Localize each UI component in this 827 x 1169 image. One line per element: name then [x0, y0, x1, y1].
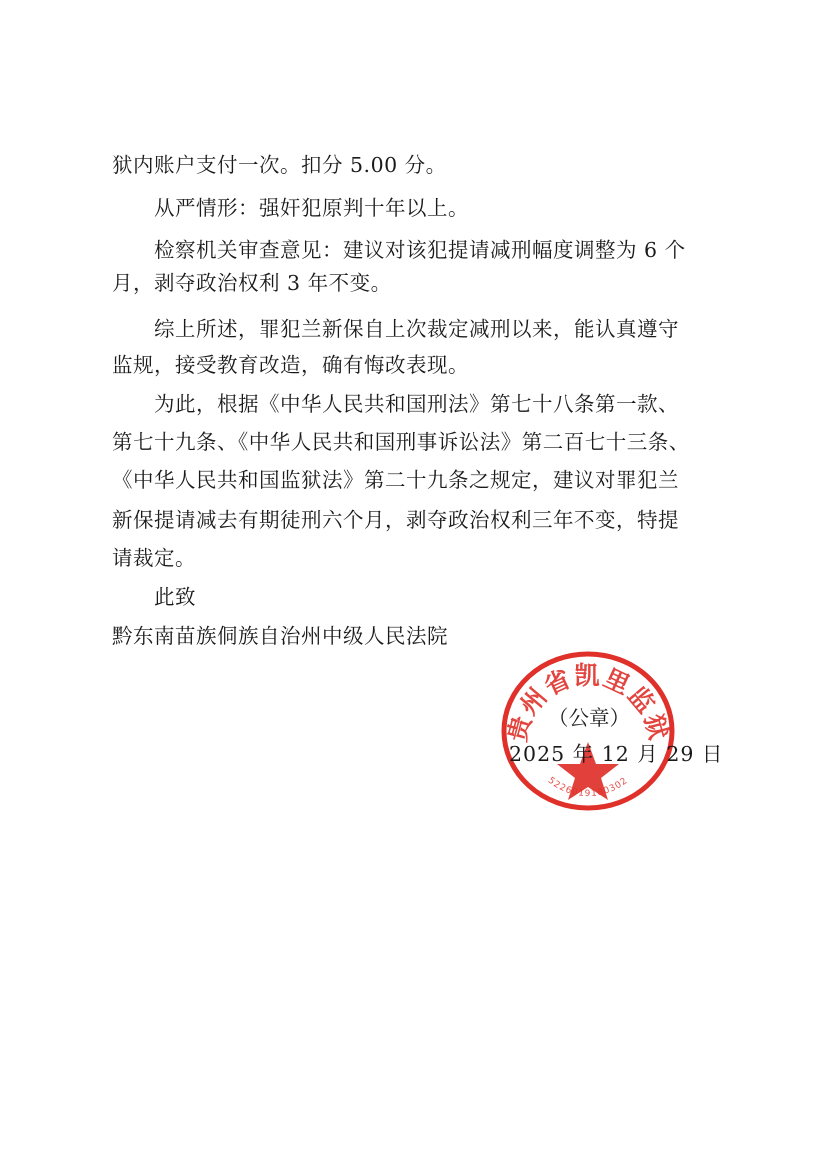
paragraph-line: 监规，接受教育改造，确有悔改表现。: [112, 353, 469, 377]
document-date: 2025 年 12 月 29 日: [509, 742, 724, 766]
paragraph-line: 请裁定。: [112, 546, 196, 570]
paragraph-line: 新保提请减去有期徒刑六个月，剥夺政治权利三年不变，特提: [112, 508, 679, 532]
seal-code: 5226019180302: [545, 775, 631, 800]
paragraph-line: 第七十九条、《中华人民共和国刑事诉讼法》第二百七十三条、: [112, 430, 690, 454]
paragraph-line: 《中华人民共和国监狱法》第二十九条之规定，建议对罪犯兰: [112, 468, 679, 492]
seal-label: （公章）: [548, 706, 630, 730]
salutation: 此致: [154, 585, 196, 609]
paragraph-line: 为此，根据《中华人民共和国刑法》第七十八条第一款、: [154, 392, 679, 416]
official-seal: [500, 650, 676, 812]
paragraph-line: 综上所述，罪犯兰新保自上次裁定减刑以来，能认真遵守: [154, 317, 679, 341]
recipient: 黔东南苗族侗族自治州中级人民法院: [112, 624, 448, 648]
seal-text: 贵州省凯里监狱: [502, 660, 674, 745]
paragraph-line: 检察机关审查意见：建议对该犯提请减刑幅度调整为 6 个: [154, 238, 686, 262]
paragraph-line: 从严情形：强奸犯原判十年以上。: [154, 196, 469, 220]
paragraph-line: 月，剥夺政治权利 3 年不变。: [112, 271, 392, 295]
paragraph-line: 狱内账户支付一次。扣分 5.00 分。: [112, 153, 447, 177]
